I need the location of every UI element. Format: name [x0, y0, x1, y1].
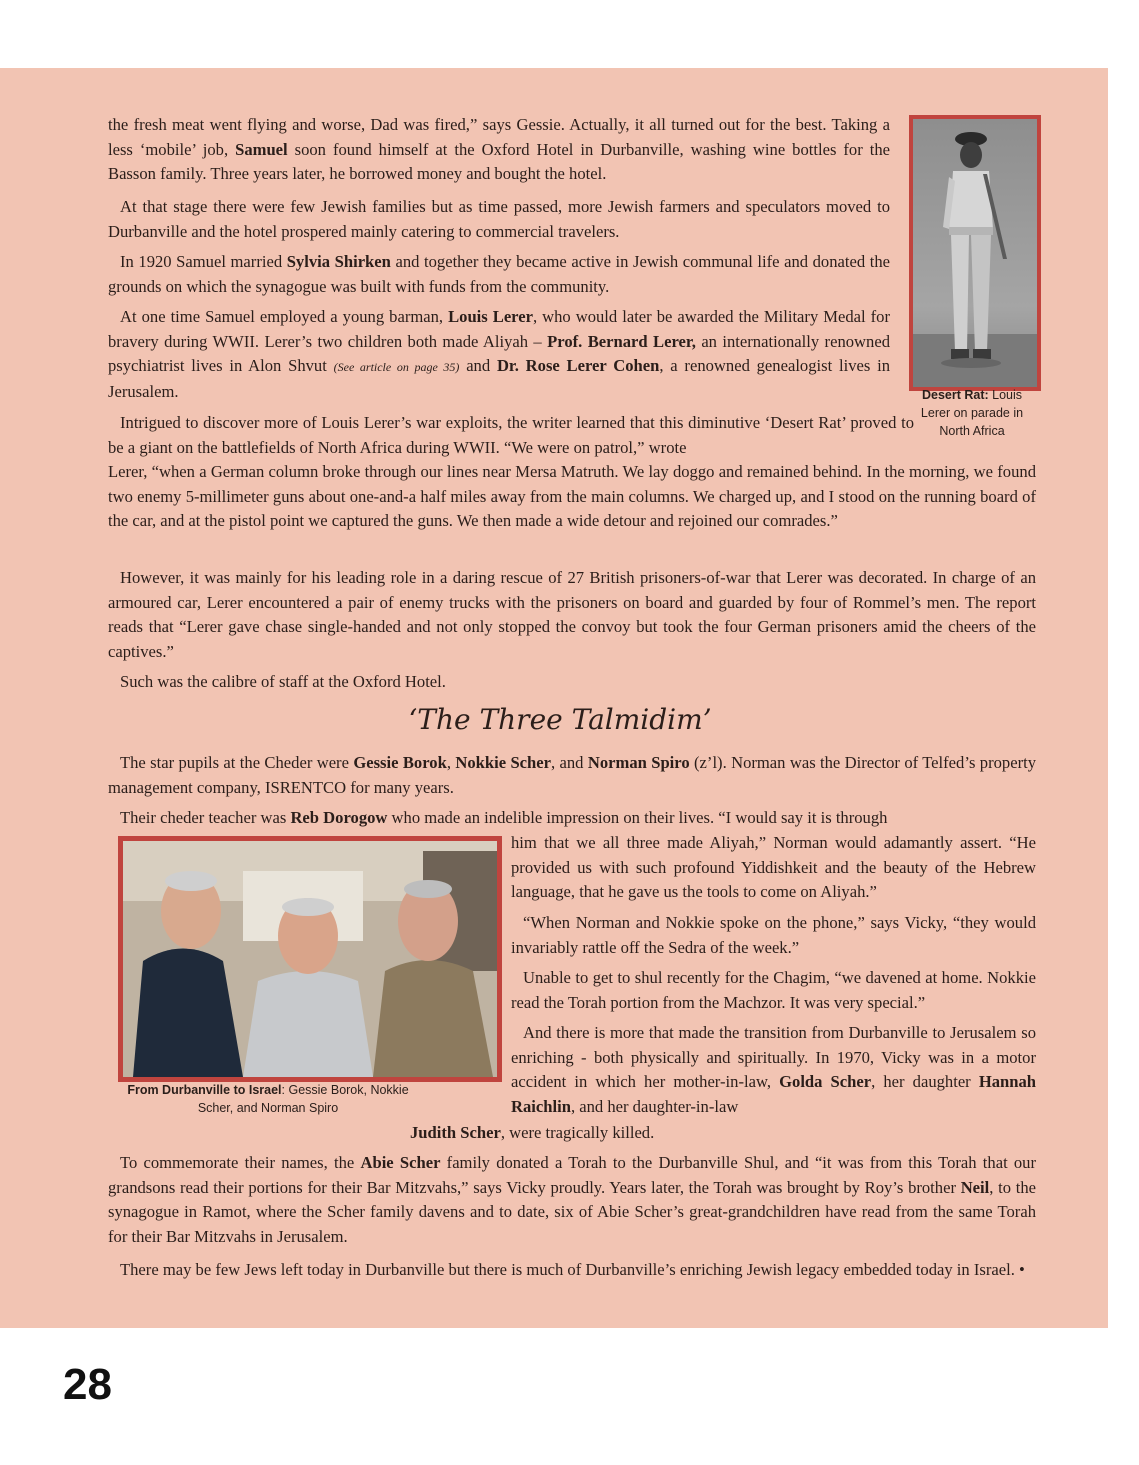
soldier-photo-caption: Desert Rat: Louis Lerer on parade in North Africa [920, 388, 1024, 438]
paragraph-9-continued: him that we all three made Aliyah,” Norman would adamantly assert. “He provided us with such profound Yiddishkeit and the beauty of the Hebrew language, that he gave us the tools to come on Aliyah.” [511, 833, 1036, 901]
paragraph-3: In 1920 Samuel married Sylvia Shirken and together they became active in Jewish communal life and donated the grounds on which the synagogue was built with funds from the community. [108, 252, 891, 296]
paragraph-12-continued: Judith Scher, were tragically killed. [410, 1123, 655, 1142]
paragraph-5-start: Intrigued to discover more of Louis Lerer’s war exploits, the writer learned that this diminutive ‘Desert Rat’ proved to be a giant on the battlefields of North Africa during WWII. “We were on patrol,” wrote [108, 413, 914, 457]
paragraph-10: “When Norman and Nokkie spoke on the phone,” says Vicky, “they would invariably rattle off the Sedra of the week.” [511, 913, 1036, 957]
paragraph-12-start: And there is more that made the transition from Durbanville to Jerusalem so enriching - both physically and spiritually. In 1970, Vicky was in a motor accident in which her mother-in-law, Golda Scher, her daughter Hannah Raichlin, and her daughter-in-law [511, 1023, 1036, 1116]
soldier-photo-image [913, 119, 1037, 387]
paragraph-4: At one time Samuel employed a young barman, Louis Lerer, who would later be awarded the Military Medal for bravery during WWII. Lerer’s two children both made Aliyah – Prof. Bernard Lerer, an internationally renowned psychiatrist lives in Alon Shvut (See article on page 35) and Dr. Rose Lerer Cohen, a renowned genealogist lives in Jerusalem. [108, 307, 890, 401]
paragraph-14: There may be few Jews left today in Durbanville but there is much of Durbanville’s enriching Jewish legacy embedded today in Israel. • [120, 1260, 1025, 1279]
paragraph-9-start: Their cheder teacher was Reb Dorogow who made an indelible impression on their lives. “I would say it is through [120, 808, 888, 827]
paragraph-1: the fresh meat went flying and worse, Dad was fired,” says Gessie. Actually, it all turned out for the best. Taking a less ‘mobile’ job, Samuel soon found himself at the Oxford Hotel in Durbanville, washing wine bottles for the Basson family. Three years later, he borrowed money and bought the hotel. [108, 115, 890, 183]
paragraph-5-continued: Lerer, “when a German column broke through our lines near Mersa Matruth. We lay doggo and remained behind. In the morning, we found two enemy 5-millimeter guns about one-and-a half miles away from the main columns. We charged up, and I stood on the running board of the car, and at the pistol point we captured the guns. We then made a wide detour and rejoined our comrades.” [108, 462, 1036, 530]
three-men-photo-caption: From Durbanville to Israel: Gessie Borok, Nokkie Scher, and Norman Spiro [127, 1083, 409, 1115]
paragraph-11: Unable to get to shul recently for the Chagim, “we davened at home. Nokkie read the Torah portion from the Machzor. It was very special.” [511, 968, 1036, 1012]
page-number: 28 [63, 1360, 112, 1409]
paragraph-7: Such was the calibre of staff at the Oxford Hotel. [120, 672, 446, 691]
paragraph-2: At that stage there were few Jewish families but as time passed, more Jewish farmers and speculators moved to Durbanville and the hotel prospered mainly catering to commercial travelers. [108, 197, 890, 241]
soldier-photo [909, 115, 1041, 391]
three-men-photo [118, 836, 502, 1082]
paragraph-8: The star pupils at the Cheder were Gessie Borok, Nokkie Scher, and Norman Spiro (z’l). Norman was the Director of Telfed’s property management company, ISRENTCO for many years. [108, 753, 1037, 797]
three-men-photo-image [123, 841, 497, 1077]
paragraph-6: However, it was mainly for his leading role in a daring rescue of 27 British prisoners-of-war that Lerer was decorated. In charge of an armoured car, Lerer encountered a pair of enemy trucks with the prisoners on board and guarded by four of Rommel’s men. The report reads that “Lerer gave chase single-handed and not only stopped the convoy but took the four German prisoners amid the cheers of the captives.” [108, 568, 1036, 661]
paragraph-13: To commemorate their names, the Abie Scher family donated a Torah to the Durbanville Shul, and “it was from this Torah that our grandsons read their portions for their Bar Mitzvahs,” says Vicky proudly. Years later, the Torah was brought by Roy’s brother Neil, to the synagogue in Ramot, where the Scher family davens and to date, six of Abie Scher’s great-grandchildren have read from the same Torah for their Bar Mitzvahs in Jerusalem. [108, 1153, 1037, 1246]
section-heading: ‘The Three Talmidim’ [408, 703, 712, 736]
